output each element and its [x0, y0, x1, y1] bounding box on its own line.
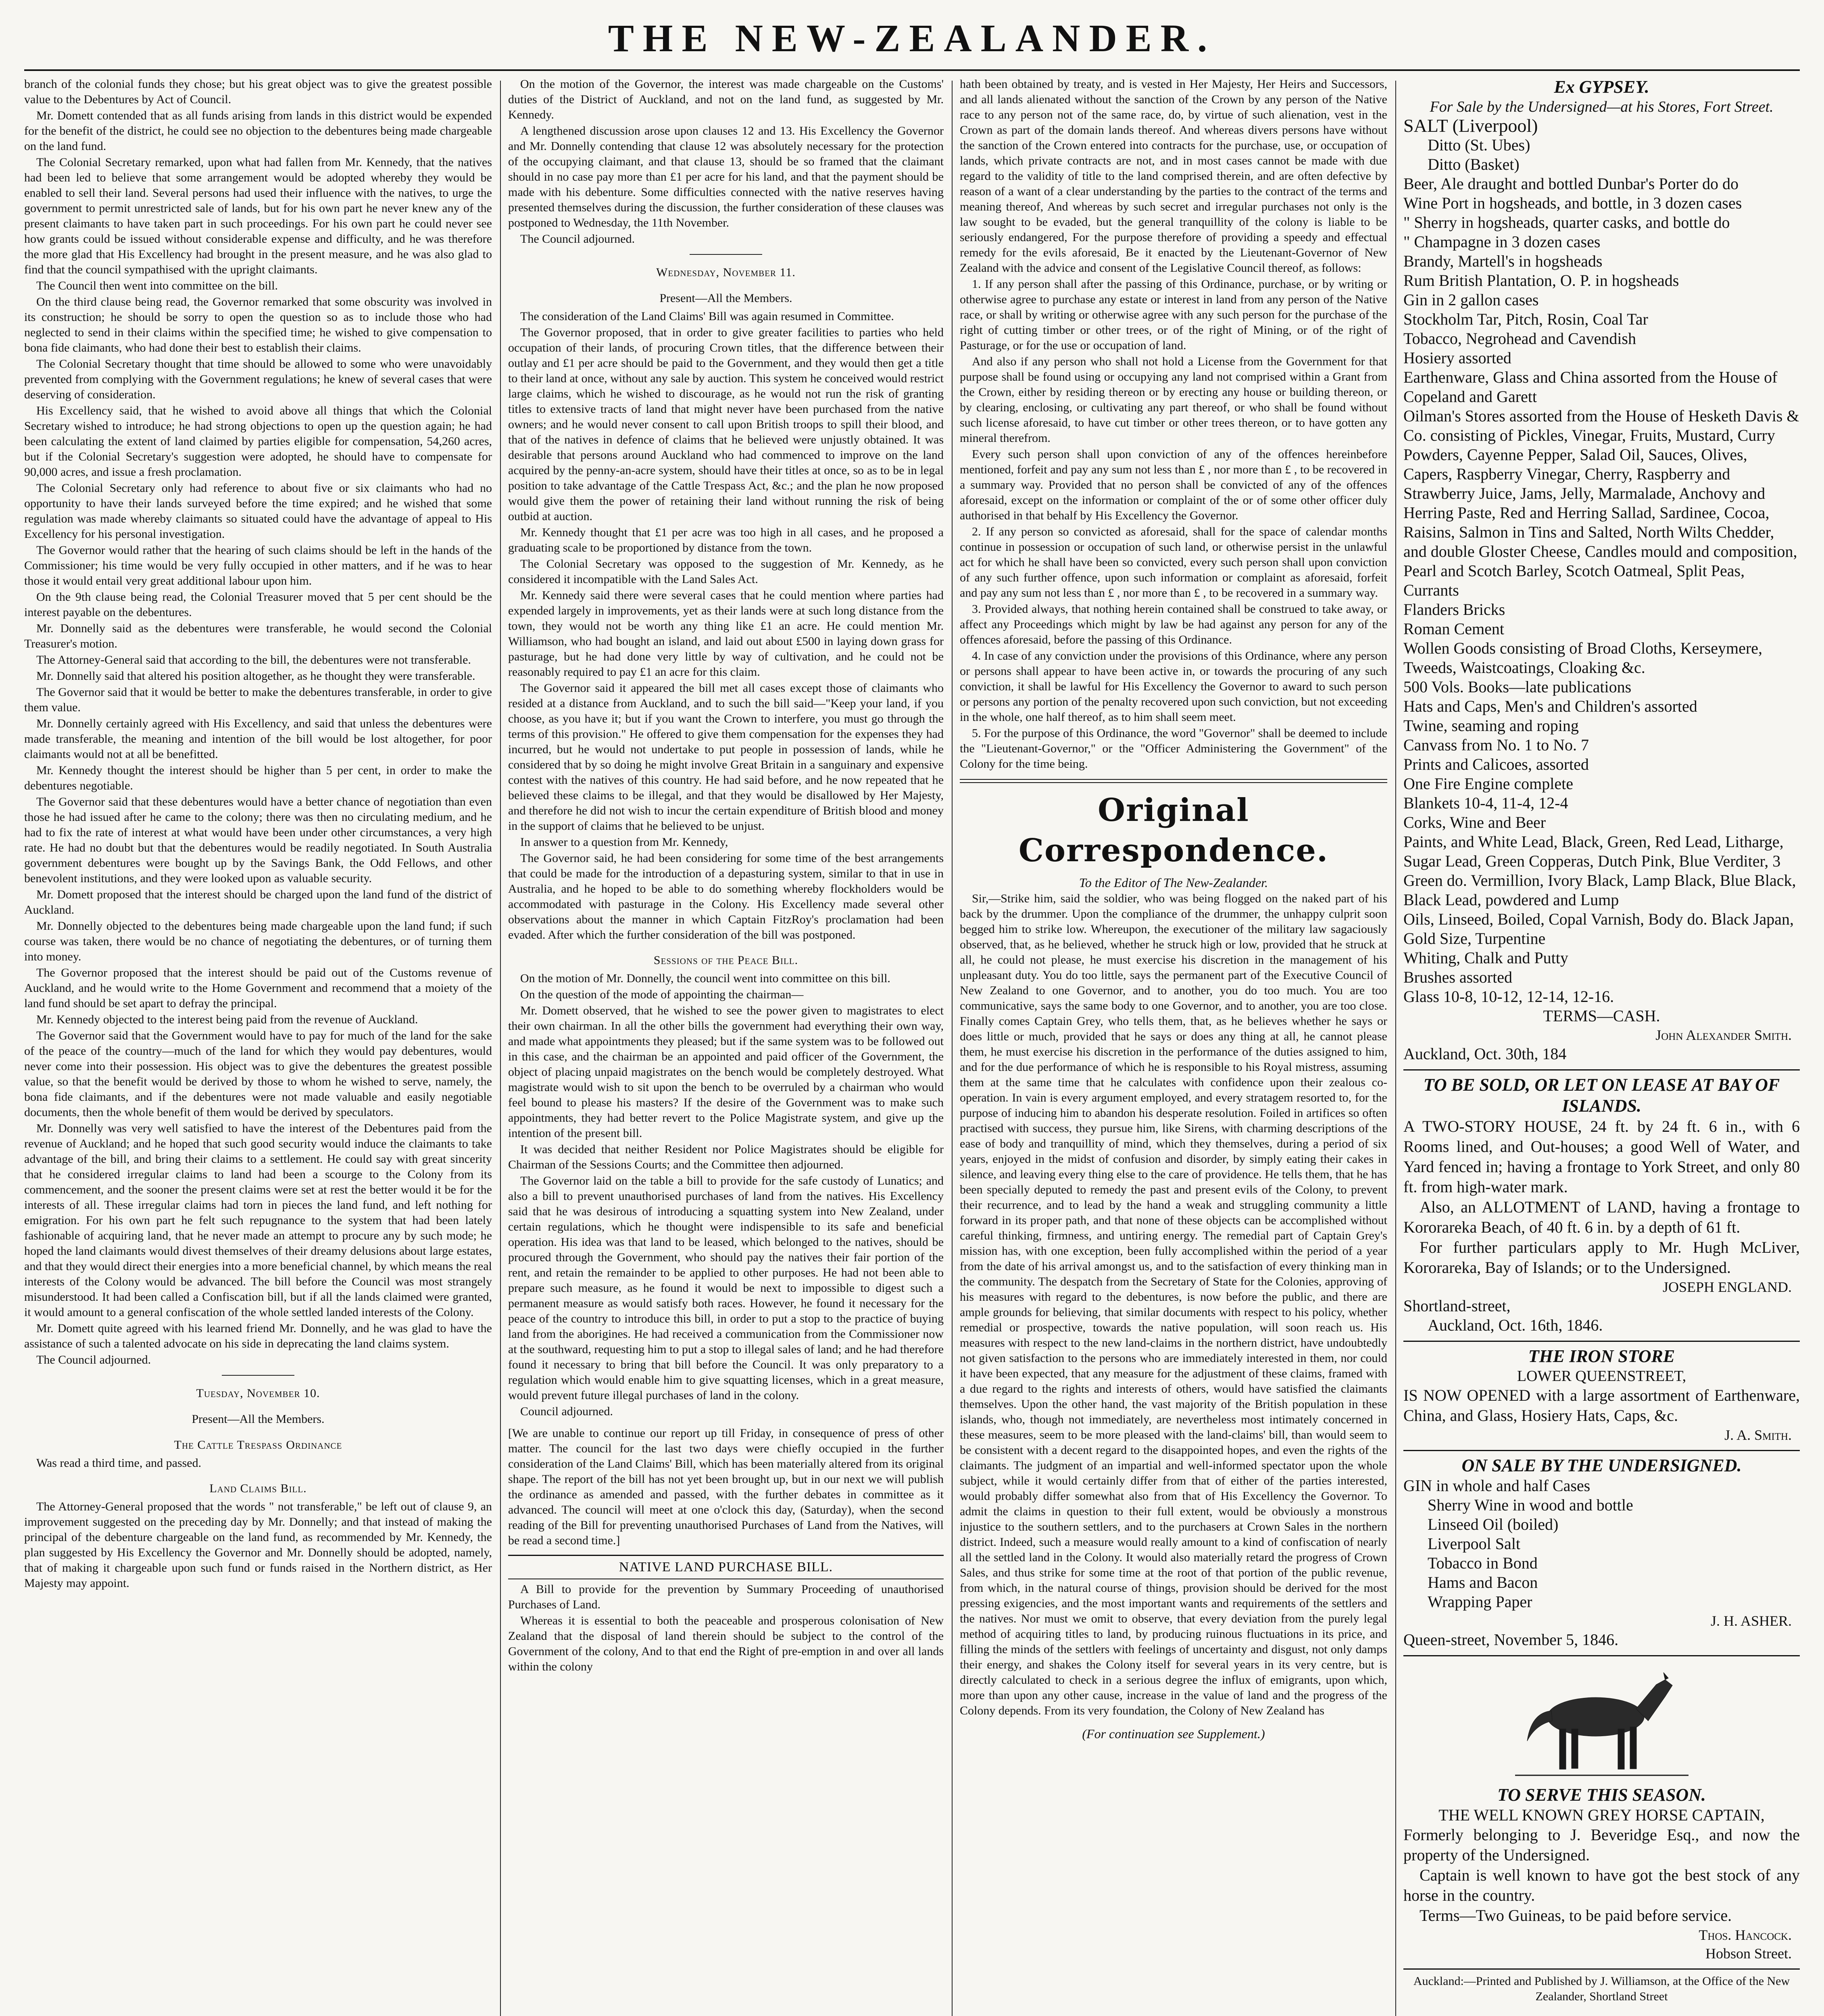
paragraph: Mr. Domett contended that as all funds arising from lands in this district would be expended for the benefit of the district, he could see no objection to the debentures being made chargeable on the land fund.	[24, 109, 492, 153]
letter-salutation: To the Editor of The New-Zealander.	[1079, 875, 1268, 890]
ad-text: A TWO-STORY HOUSE, 24 ft. by 24 ft. 6 in., with 6 Rooms lined, and Out-houses; a good Well of Water, and Yard fenced in; having a frontage to York Street, and only 80 ft. from high-water mark.	[1403, 1117, 1800, 1196]
ad-line: Ditto (Basket)	[1428, 155, 1520, 173]
paragraph: Sir,—Strike him, said the soldier, who was being flogged on the naked part of his back by the drummer. Upon the compliance of the drummer, the unhappy culprit soon begged him to strike low. Whereupon, the executioner of the military law sagaciously observed, that, as he believed, whether he struck high or low, provided that he struck at all, he could not please, he must exercise his discretion in the management of his unpleasant duty. You do too little, says the permanent part of the Executive Council of New Zealand to one Governor, and to another, you do too much. You are too communicative, says the same body to one Governor, and to another, you are too close. Finally comes Captain Grey, who tells them, that, as he believes whether he says or does little or much, provided that he says or does any thing at all, he cannot please them, he must exercise his discretion in the performance of the duties assigned to him, and for the due performance of which he is responsible to his Royal mistress, assuming them at the same time that he calculates with confidence upon their zealous co-operation. In vain is every argument employed, and every stratagem resorted to, for the purpose of inducing him to abandon his desperate resolution. Foiled in artifices so often practised with success, they pursue him, like Sirens, with charming descriptions of the ease of body and tranquillity of mind, which they themselves, during a period of six years, enjoyed in the midst of confusion and disorder, by simply eating their cakes in silence, and leaving every thing else to the care of providence. He tells them, that he has been specially deputed to remedy the past and present evils of the Colony, to prevent their recurrence, and to lead by the hand a weak and struggling community a little forward in its proper path, and that none of these objects can be accomplished without careful thinking, firmness, and untiring energy. The remedial part of Captain Grey's mission has, with one exception, been fully accomplished within the period of a year from the date of his arrival amongst us, and to the satisfaction of every thinking man in the community. The despatch from the Secretary of State for the Colonies, approving of his measures with regard to the debentures, is now before the public, and there are ample grounds for believing, that similar documents with respect to his policy, whether remedial or prospective, towards the native population, will soon reach us. His measures with respect to the new land-claims in the northern district, have undoubtedly not given satisfaction to the persons who are immediately interested in them, nor could it have been expected, that any measure for the adjustment of these claims, framed with a due regard to the rights and interests of others, would have satisfied the claimants themselves. Upon the other hand, the vast majority of the British population in these islands, who, though not immediately, are nevertheless most intimately concerned in these measures, seem to be more pleased with the land-claims' bill, than would seem to be consistent with a decent regard to the disappointed hopes, and even the rights of the claimants. The judgment of an impartial and well-informed spectator upon the whole subject, while it would certainly differ from that of either of the parties interested, would probably differ somewhat also from that of His Excellency the Governor. To admit the claims in question to their full extent, would be obviously a monstrous injustice to the southern settlers, and to the purchasers at Crown Sales in the northern district. Indeed, such a measure would really amount to a kind of confiscation of nearly all the settled land in the Colony. It would also materially retard the progress of Crown Sales, and thus strike for some time at the root of that portion of the public revenue, from which, in the natural course of things, provision should be derived for the most pressing exigencies, and the most important wants and requirements of the settlers and the natives. Nor must we omit to observe, that every deviation from the purely legal method of acquiring titles to land, by producing ruinous fluctuations in its price, and filling the minds of the settlers with feelings of uncertainty and disgust, not only damps their energy, and shakes the Colony itself for several years in its very centre, but is directly calculated to check in a serious degree the influx of emigrants, upon which, more than upon any other cause, increase in the value of land and the progress of the Colony depends. From its very foundation, the Colony of New Zealand has	[960, 892, 1387, 1717]
paragraph: The Colonial Secretary thought that time should be allowed to some who were unavoidably prevented from complying with the Government regulations; he knew of several cases that were deserving of consideration.	[24, 357, 492, 401]
column-2	[508, 77, 944, 2016]
ad-line: GIN in whole and half Cases	[1403, 1477, 1591, 1495]
paragraph: The Governor proposed that the interest should be paid out of the Customs revenue of Auckland, and he would write to the Home Government and recommend that a moiety of the land fund should be set apart to defray the principal.	[24, 966, 492, 1010]
ad-line: Liverpool Salt	[1428, 1535, 1520, 1553]
ad-terms: TERMS—CASH.	[1543, 1007, 1660, 1025]
paragraph: The Governor said that these debentures would have a better chance of negotiation than even those he had issued after he came to the colony; there was then no circulating medium, and he had to fix the rate of interest at what would have been under other circumstances, a very high rate. He had no doubt but that the debentures would be readily negotiated. In South Australia government debentures were bought up by the Savings Bank, the Odd Fellows, and other benevolent institutions, and they were looked upon as valuable security.	[24, 795, 492, 885]
ad-heading: Ex GYPSEY.	[1554, 77, 1649, 97]
ad-line: Stockholm Tar, Pitch, Rosin, Coal Tar	[1403, 310, 1648, 328]
paragraph: Mr. Kennedy said there were several cases that he could mention where parties had expended largely in improvements, yet as their lands were at such long distance from the town, they would not be worth any thing like £1 an acre. He could mention Mr. Williamson, who had bought an island, and laid out about £500 in laying down grass for pasturage, but he had done very little by way of cultivation, and he could not be reasonably required to pay £1 an acre for this claim.	[508, 589, 944, 679]
ad-line: Hosiery assorted	[1403, 349, 1511, 367]
ad-signature: JOSEPH ENGLAND.	[1662, 1279, 1792, 1295]
advertisement	[1403, 1785, 1800, 1963]
ad-line: Twine, seaming and roping	[1403, 716, 1579, 735]
paragraph: On the question of the mode of appointing the chairman—	[520, 988, 804, 1001]
ad-line: Tobacco in Bond	[1428, 1554, 1538, 1572]
paragraph: 4. In case of any conviction under the provisions of this Ordinance, where any person or persons shall appear to have been active in, or towards the procuring of any such conviction, it shall be lawful for His Excellency the Governor to award to such person or persons any portion of the penalty recovered upon such conviction, but not exceeding in the whole, one half thereof, as to him shall seem meet.	[960, 649, 1387, 724]
ad-signature: Thos. Hancock.	[1699, 1927, 1792, 1943]
paragraph: In answer to a question from Mr. Kennedy,	[520, 835, 728, 849]
paragraph: On the motion of Mr. Donnelly, the council went into committee on this bill.	[520, 972, 890, 985]
ad-line: Brushes assorted	[1403, 968, 1512, 986]
paragraph: And also if any person who shall not hold a License from the Government for that purpose shall be found using or occupying any land not comprised within a Grant from the Crown, either by residing thereon or by erecting any house or building thereon, or by clearing, enclosing, or cultivating any part thereof, or who shall be found without such license aforesaid, to have cut timber or other trees thereon, or to have gotten any mineral therefrom.	[960, 355, 1387, 445]
ad-line: Glass 10-8, 10-12, 12-14, 12-16.	[1403, 987, 1614, 1006]
paragraph: The Attorney-General proposed that the words " not transferable," be left out of clause 9, an improvement suggested on the preceding day by Mr. Donnelly; and that instead of making the principal of the debenture chargeable on the land fund, as recommended by Mr. Kennedy, the plan suggested by His Excellency the Governor and Mr. Donnelly should be adopted, namely, that of making it chargeable upon such fund or funds raised in the Northern district, as Her Majesty may appoint.	[24, 1500, 492, 1590]
ad-heading: THE IRON STORE	[1528, 1346, 1675, 1366]
ad-line: " Champagne in 3 dozen cases	[1403, 233, 1601, 251]
ad-text: For further particulars apply to Mr. Hugh McLiver, Kororareka, Bay of Islands; or to the Undersigned.	[1403, 1238, 1800, 1277]
paragraph: Mr. Kennedy objected to the interest being paid from the revenue of Auckland.	[36, 1013, 418, 1026]
paragraph: On the third clause being read, the Governor remarked that some obscurity was involved in its construction; he should be sorry to open the question so as to include those who had neglected to send in their claims within the specified time; he wished to give compensation to bona fide claimants, who had done their best to establish their claims.	[24, 295, 492, 354]
section-heading: Land Claims Bill.	[209, 1482, 307, 1495]
paragraph: Mr. Domett quite agreed with his learned friend Mr. Donnelly, and he was glad to have the assistance of such a talented advocate on his side in deprecating the land claims system.	[24, 1322, 492, 1350]
ad-line: Ditto (St. Ubes)	[1428, 136, 1530, 154]
column-rule	[500, 81, 501, 2016]
advertisement	[1403, 1346, 1800, 1444]
ad-line: 500 Vols. Books—late publications	[1403, 678, 1632, 696]
ad-text: Terms—Two Guineas, to be paid before service.	[1420, 1906, 1732, 1924]
paragraph: A Bill to provide for the prevention by Summary Proceeding of unauthorised Purchases of Land.	[508, 1583, 944, 1611]
ad-line: Whiting, Chalk and Putty	[1403, 949, 1568, 967]
printer-imprint: Auckland:—Printed and Published by J. Williamson, at the Office of the New Zealander, Shortland Street	[1413, 1974, 1790, 2003]
section-heading: Tuesday, November 10.	[196, 1387, 320, 1400]
ad-place: Hobson Street.	[1705, 1945, 1792, 1962]
ad-line: Rum British Plantation, O. P. in hogsheads	[1403, 271, 1679, 289]
ad-date: Auckland, Oct. 16th, 1846.	[1428, 1316, 1603, 1334]
ad-subheading: For Sale by the Undersigned—at his Stores, Fort Street.	[1430, 98, 1774, 115]
paragraph: His Excellency said, that he wished to avoid above all things that which the Colonial Secretary wished to introduce; he had strong objections to open up the question again; he had been calculating the extent of land claimed by parties eligible for compensation, 54,260 acres, but if the Colonial Secretary's suggestion were adopted, he should have to compensate for 90,000 acres, and issue a fresh proclamation.	[24, 404, 492, 479]
paragraph: Mr. Donnelly objected to the debentures being made chargeable upon the land fund; if such course was taken, there would be no chance of negotiating the debentures, or of turning them into money.	[24, 919, 492, 963]
paragraph: 5. For the purpose of this Ordinance, the word "Governor" shall be deemed to include the "Lieutenant-Governor," or the "Officer Administering the Government" of the Colony for the time being.	[960, 727, 1387, 771]
ad-line: Brandy, Martell's in hogsheads	[1403, 252, 1603, 270]
newspaper-page	[24, 12, 1800, 2016]
paragraph: The Council adjourned.	[36, 1353, 151, 1366]
ad-heading: TO SERVE THIS SEASON.	[1497, 1785, 1706, 1805]
paragraph: 3. Provided always, that nothing herein contained shall be construed to take away, or affect any Proceedings which might by law be had against any person for any of the offences aforesaid, before the passing of this Ordinance.	[960, 602, 1387, 646]
paragraph: The Governor said it appeared the bill met all cases except those of claimants who resided at a distance from Auckland, and to such the bill said—"Keep your land, if you choose, as you have it; but if you want the Crown to interfere, you must go through the terms of this provision." He offered to give them compensation for the expenses they had incurred, but he would not undertake to put people in possession of lands, while he considered that by so doing he might involve Great Britain in a sanguinary and expensive contest with the natives of this country. He had said before, and he now repeated that he believed these claims to be illegal, and that they would be disallowed by Her Majesty, and therefore he did not wish to incur the certain expenditure of British blood and money in the support of claims that he believed to be unjust.	[508, 681, 944, 833]
ad-line: One Fire Engine complete	[1403, 775, 1573, 793]
paragraph: branch of the colonial funds they chose; but his great object was to give the greatest possible value to the Debentures by Act of Council.	[24, 77, 492, 106]
section-heading: The Cattle Trespass Ordinance	[174, 1438, 342, 1452]
paragraph: The Governor would rather that the hearing of such claims should be left in the hands of the Commissioner; his time would be very fully occupied in other matters, and if he was to hear those it would entail very great additional labour upon him.	[24, 544, 492, 587]
ad-line: Hats and Caps, Men's and Children's assorted	[1403, 697, 1697, 715]
ad-rule	[1403, 1069, 1800, 1070]
ad-line: Tobacco, Negrohead and Cavendish	[1403, 329, 1636, 348]
paragraph: Council adjourned.	[520, 1405, 613, 1418]
ad-line: Gin in 2 gallon cases	[1403, 291, 1539, 309]
paragraph: It was decided that neither Resident nor Police Magistrates should be eligible for Chairman of the Sessions Courts; and the Committee then adjourned.	[508, 1143, 944, 1171]
ad-text: IS NOW OPENED with a large assortment of Earthenware, China, and Glass, Hosiery Hats, Caps, &c.	[1403, 1386, 1800, 1425]
ad-line: Corks, Wine and Beer	[1403, 813, 1546, 831]
masthead-rule	[24, 69, 1800, 71]
ad-line: Wrapping Paper	[1428, 1593, 1532, 1611]
paragraph: The consideration of the Land Claims' Bill was again resumed in Committee.	[520, 310, 894, 323]
section-heading: Sessions of the Peace Bill.	[653, 954, 798, 967]
paragraph: The Colonial Secretary remarked, upon what had fallen from Mr. Kennedy, that the natives had been led to believe that some arrangement would be adopted whereby they would be enabled to sell their land. Several persons had used their influence with the natives, to urge the government to permit unrestricted sale of lands, but for his own part he never knew any of the present claimants to have taken part in such proceedings. For his own part he could never see how grants could be issued without considerable expense and difficulty, and he was therefore the more glad that His Excellency had brought in the present measure, and he was also glad to find that the council sympathised with the upright claimants.	[24, 156, 492, 276]
section-heading: Wednesday, November 11.	[656, 266, 796, 279]
paragraph: hath been obtained by treaty, and is vested in Her Majesty, Her Heirs and Successors, and all lands alienated without the sanction of the Crown by any person of the Native race to any person not of the same race, do, by virtue of such alienation, vest in the Crown as part of the domain lands thereof. And whereas divers persons have without the sanction of the Crown entered into contracts for the purchase, use, or occupation of lands, which private contracts are not, and in most cases cannot be made with due regard to the validity of title to the land comprised therein, and are often defective by reason of a want of a clear understanding by the parties to the contract of the terms and meaning thereof, And whereas by such secret and irregular purchases not only is the law sought to be evaded, but the general tranquillity of the colony is liable to be seriously endangered, For the purpose therefore of providing a speedy and effectual remedy for the evils aforesaid, Be it enacted by the Lieutenant-Governor of New Zealand with the advice and consent of the Legislative Council thereof, as follows:	[960, 77, 1387, 275]
paragraph: 2. If any person so convicted as aforesaid, shall for the space of calendar months continue in possession or occupation of such land, or otherwise persist in the unlawful act for which he shall have been so convicted, every such person shall upon conviction of any such further offence, upon such information or complaint as aforesaid, forfeit and pay any sum not less than £ , nor more than £ , to be recovered in a summary way.	[960, 525, 1387, 600]
paragraph: The Colonial Secretary only had reference to about five or six claimants who had no opportunity to have their lands surveyed before the time expired; and he wished that some regulation was made whereby claimants so situated could have the advantage of appeal to His Excellency for his personal investigation.	[24, 481, 492, 541]
ad-line: Flanders Bricks	[1403, 600, 1505, 619]
ad-line: Earthenware, Glass and China assorted from the House of Copeland and Garett	[1403, 368, 1778, 406]
paragraph: Mr. Donnelly was very well satisfied to have the interest of the Debentures paid from the revenue of Auckland; and he hoped that such good security would induce the claimants to take advantage of the bill, and bring their claims to a settlement. He could say with great sincerity that he considered irregular claims to land had been a scourge to the Colony from its commencement, and the sooner the present claims were set at rest the better would it be for the interests of all. These irregular claims had torn in pieces the land fund, and left nothing for emigration. For his own part he felt such repugnance to the system that had been lately fashionable of acquiring land, that he never made an attempt to procure any by such mode; he hoped the land claimants would divest themselves of their dreamy delusions about large estates, and that they would direct their energies into a more beneficial channel, by which means the real interests of the Colony would be advanced. The bill before the Council was most strangely misunderstood. It had been called a Confiscation bill, but if all the lands claimed were granted, it would amount to a general confiscation of the whole settled landed interests of the Colony.	[24, 1122, 492, 1319]
ad-heading: TO BE SOLD, OR LET ON LEASE AT BAY OF ISLANDS.	[1423, 1075, 1780, 1116]
ad-signature: J. A. Smith.	[1724, 1427, 1792, 1443]
paragraph: Mr. Domett observed, that he wished to see the power given to magistrates to elect their own chairman. In all the other bills the government had everything their own way, and made what appointments they pleased; but if the same system was to be followed out in this case, and the chairman be an appointed and paid officer of the Government, the object of placing unpaid magistrates on the bench would be completely destroyed. What magistrate would wish to sit upon the bench to be overruled by a chairman who would feel bound to please his masters? If the desire of the Government was to make such appointments, they had better revert to the Police Magistrate system, and give up the intention of the present bill.	[508, 1004, 944, 1140]
paragraph: The Governor proposed, that in order to give greater facilities to parties who held occupation of their lands, of procuring Crown titles, that the difference between their outlay and £1 per acre should be paid to the Government, and they would then get a title to their land at once, without any sale by auction. This system he conceived would restrict large claims, which he wished to discourage, as he would not run the risk of granting titles to extensive tracts of land that might never have been purchased from the native owners; and he would never consent to call upon British troops to spill their blood, and that of the natives in defence of claims that he believed were unjustly obtained. It was desirable that persons around Auckland who had commenced to improve on the land acquired by the penny-an-acre system, should have their titles at once, so as to be in legal position to take advantage of the Cattle Trespass Act, &c.; and the plan he now proposed would give them the power of retaining their land without running the risk of being outbid at auction.	[508, 326, 944, 523]
paragraph: Mr. Kennedy thought the interest should be higher than 5 per cent, in order to make the debentures negotiable.	[24, 764, 492, 792]
paragraph: Mr. Domett proposed that the interest should be charged upon the land fund of the district of Auckland.	[24, 888, 492, 916]
paragraph: The Council adjourned.	[520, 232, 635, 246]
ad-line: Paints, and White Lead, Black, Green, Red Lead, Litharge, Sugar Lead, Green Copperas, Dutch Pink, Blue Verditer, 3 Green do. Vermillion, Ivory Black, Lamp Black, Blue Black, Black Lead, powdered and Lump	[1403, 833, 1796, 909]
ad-line: Blankets 10-4, 11-4, 12-4	[1403, 794, 1568, 812]
section-heading: NATIVE LAND PURCHASE BILL.	[508, 1555, 944, 1579]
section-subheading: Present—All the Members.	[192, 1412, 325, 1426]
paragraph: The Governor said that it would be better to make the debentures transferable, in order to give them value.	[24, 685, 492, 714]
ad-text: Formerly belonging to J. Beveridge Esq., and now the property of the Undersigned.	[1403, 1826, 1800, 1864]
ad-line: Sherry Wine in wood and bottle	[1428, 1496, 1633, 1514]
ad-line: Roman Cement	[1403, 620, 1504, 638]
ad-line: Oils, Linseed, Boiled, Copal Varnish, Body do. Black Japan, Gold Size, Turpentine	[1403, 910, 1794, 948]
paragraph: The Council then went into committee on the bill.	[36, 279, 278, 292]
ad-line: Canvass from No. 1 to No. 7	[1403, 736, 1589, 754]
advertisement	[1403, 1455, 1800, 1649]
ad-signature: John Alexander Smith.	[1655, 1027, 1792, 1043]
ad-signature: J. H. ASHER.	[1710, 1613, 1792, 1629]
paragraph: Whereas it is essential to both the peaceable and prosperous colonisation of New Zealand that the disposal of land therein should be subject to the control of the Government of the colony, And to that end the Right of pre-emption in and over all lands within the colony	[508, 1614, 944, 1673]
ad-rule	[1403, 1450, 1800, 1451]
ad-line: Wollen Goods consisting of Broad Cloths, Kerseymere, Tweeds, Waistcoatings, Cloaking &c.	[1403, 639, 1762, 677]
section-heading: Original Correspondence.	[1018, 792, 1329, 869]
paragraph: On the 9th clause being read, the Colonial Treasurer moved that 5 per cent should be the interest payable on the debentures.	[24, 590, 492, 619]
column-rule	[1395, 81, 1396, 2016]
advertisement	[1403, 77, 1800, 1064]
paragraph: Mr. Donnelly said that altered his position altogether, as he thought they were transferable.	[36, 669, 475, 683]
ad-line: Hams and Bacon	[1428, 1573, 1538, 1591]
ad-heading: ON SALE BY THE UNDERSIGNED.	[1461, 1456, 1742, 1475]
advertisement	[1403, 1075, 1800, 1335]
ad-title: THE WELL KNOWN GREY HORSE CAPTAIN,	[1438, 1806, 1765, 1824]
column-4-advertisements	[1403, 77, 1800, 2016]
ad-line: Prints and Calicoes, assorted	[1403, 755, 1589, 773]
section-subheading: Present—All the Members.	[659, 292, 792, 305]
ad-place: Shortland-street,	[1403, 1297, 1511, 1315]
paragraph: Mr. Donnelly certainly agreed with His Excellency, and said that unless the debentures were made transferable, the meaning and intention of the bill would be lost altogether, for poor claimants would not at all be benefitted.	[24, 717, 492, 761]
paragraph: On the motion of the Governor, the interest was made chargeable on the Customs' duties of the District of Auckland, and not on the land fund, as suggested by Mr. Kennedy.	[508, 77, 944, 121]
paragraph: The Colonial Secretary was opposed to the suggestion of Mr. Kennedy, as he considered it incompatible with the Land Sales Act.	[508, 557, 944, 586]
ad-place-date: Queen-street, November 5, 1846.	[1403, 1631, 1619, 1649]
ad-rule	[1403, 1968, 1800, 1970]
paragraph: A lengthened discussion arose upon clauses 12 and 13. His Excellency the Governor and Mr. Donnelly contending that clause 12 was absolutely necessary for the protection of the occupying claimant, and that clause 13, should be so framed that the claimant should in no case pay more than £1 per acre for his land, and that the payment should be made with his debenture. Some difficulties connected with the native reserves having presented themselves during the discussion, the further consideration of these clauses was postponed to Wednesday, the 11th November.	[508, 124, 944, 229]
ad-subheading: LOWER QUEENSTREET,	[1517, 1368, 1686, 1385]
ad-line: Wine Port in hogsheads, and bottle, in 3 dozen cases	[1403, 194, 1742, 212]
column-1	[24, 77, 492, 2016]
paragraph: Mr. Kennedy thought that £1 per acre was too high in all cases, and he proposed a graduating scale to be proportioned by distance from the town.	[508, 526, 944, 554]
continuation-note: (For continuation see Supplement.)	[1082, 1727, 1265, 1741]
section-rule	[690, 254, 762, 255]
ad-line: " Sherry in hogsheads, quarter casks, and bottle do	[1403, 213, 1730, 231]
column-rule	[952, 81, 953, 2016]
paragraph: The Governor said that the Government would have to pay for much of the land for the sake of the peace of the country—much of the land for which they would pay debentures, would never come into their possession. His object was to give the debentures the greatest possible value, so that the benefit would be derived by those to whom he wished to serve, namely, the bona fide claimants, and if the debentures were not made valuable and easily negotiable documents, then the whole benefit of them would be derived by speculators.	[24, 1029, 492, 1119]
ad-text: Captain is well known to have got the best stock of any horse in the country.	[1403, 1866, 1800, 1904]
paragraph: 1. If any person shall after the passing of this Ordinance, purchase, or by writing or otherwise agree to purchase any estate or interest in land from any person of the Native race, or shall by writing or otherwise agree with any such person for the purchase of the right of cutting timber or other trees, or of the right of Mining, or of the right of Pasturage, or for the use or occupation of land.	[960, 277, 1387, 352]
column-3	[960, 77, 1387, 2016]
paragraph: The Attorney-General said that according to the bill, the debentures were not transferable.	[36, 653, 471, 666]
ad-text: Also, an ALLOTMENT of LAND, having a frontage to Kororareka Beach, of 40 ft. 6 in. by a depth of 61 ft.	[1403, 1198, 1800, 1236]
double-rule	[960, 779, 1387, 783]
horse-illustration	[1515, 1660, 1689, 1781]
masthead	[24, 12, 1800, 73]
editorial-note: [We are unable to continue our report up till Friday, in consequence of press of other matter. The council for the last two days were chiefly occupied in the further consideration of the Land Claims' Bill, which has been materially altered from its original shape. The report of the bill has not yet been brought up, but in our next we will publish the ordinance as amended and passed, with the further debates in committee as it advanced. The council will meet at one o'clock this day, (Saturday), when the second reading of the Bill for preventing unauthorised Purchases of Land from the Natives, will be read a second time.]	[508, 1427, 944, 1547]
section-rule	[222, 1375, 294, 1376]
paragraph: Every such person shall upon conviction of any of the offences hereinbefore mentioned, forfeit and pay any sum not less than £ , nor more than £ , to be recovered in a summary way. Provided that no person shall be convicted of any of the offences aforesaid, except on the information or complaint of the or of some other officer duly authorised in that behalf by His Excellency the Governor.	[960, 448, 1387, 522]
paragraph: The Governor laid on the table a bill to provide for the safe custody of Lunatics; and also a bill to prevent unauthorised purchases of land from the natives. His Excellency said that he was desirous of introducing a squatting system into New Zealand, under certain regulations, which he thought were indispensible to its safe and beneficial operation. His idea was that land to be leased, which belonged to the natives, should be procured through the Government, who should pay the natives their fair portion of the rent, and retain the remainder to be applied to other purposes. He had not been able to prepare such measure, as he found it would be next to impossible to digest such a permanent measure as would satisfy both races. However, he found it necessary for the peace of the country to introduce this bill, in order to put a stop to the practice of buying land from the aborigines. He had received a communication from the Commissioner now at the southward, requesting him to put a stop to illegal sales of land; and he had therefore found it necessary to bring that bill before the Council. It was only preparatory to a regulation which would enable him to give squatting licenses, which in a great measure, would prevent future illegal purchases of land in the colony.	[508, 1174, 944, 1402]
ad-rule	[1403, 1341, 1800, 1342]
paragraph: The Governor said, he had been considering for some time of the best arrangements that could be made for the introduction of a depasturing system, similar to that in use in Australia, and he hoped to be able to do something whereby flockholders would be accommodated with pasturage in the Colony. His Excellency made several other observations about the manner in which Captain FitzRoy's proclamation had been evaded. After which the further consideration of the bill was postponed.	[508, 852, 944, 941]
paragraph: Was read a third time, and passed.	[36, 1456, 202, 1470]
ad-line: Beer, Ale draught and bottled Dunbar's Porter do do	[1403, 175, 1739, 193]
ad-line: Linseed Oil (boiled)	[1428, 1515, 1559, 1533]
paragraph: Mr. Donnelly said as the debentures were transferable, he would second the Colonial Treasurer's motion.	[24, 622, 492, 650]
ad-line: Oilman's Stores assorted from the House of Hesketh Davis & Co. consisting of Pickles, Vinegar, Fruits, Mustard, Curry Powders, Cayenne Pepper, Salad Oil, Sauces, Olives, Capers, Raspberry Vinegar, Cherry, Raspberry and Strawberry Juice, Jams, Jelly, Marmalade, Anchovy and Herring Paste, Red and Herring Sallad, Sardinee, Cocoa, Raisins, Salmon in Tins and Salted, North Wilts Chedder, and double Gloster Cheese, Candles mould and composition, Pearl and Scotch Barley, Scotch Oatmeal, Split Peas, Currants	[1403, 407, 1799, 599]
ad-line: SALT (Liverpool)	[1403, 115, 1538, 136]
newspaper-title: THE NEW-ZEALANDER.	[608, 17, 1216, 60]
ad-place-date: Auckland, Oct. 30th, 184	[1403, 1045, 1567, 1063]
ad-rule	[1403, 1655, 1800, 1656]
